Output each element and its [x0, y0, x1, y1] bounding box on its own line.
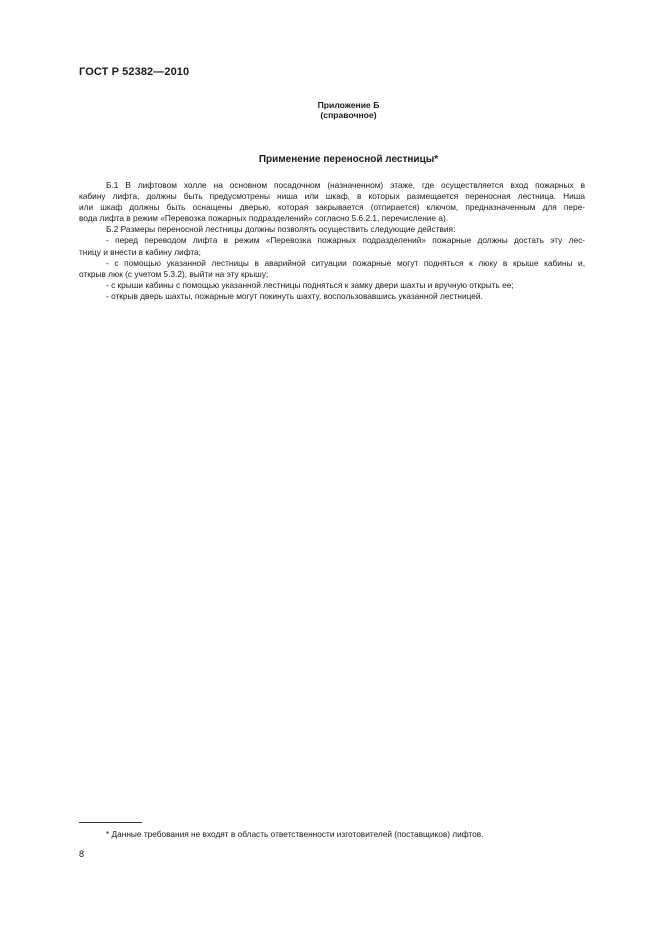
paragraph-line: Б.1 В лифтовом холле на основном посадочном (назначенном) этаже, где осуществляется вход пожарных в: [106, 180, 585, 190]
paragraph-line: Б.2 Размеры переносной лестницы должны позволять осуществить следующие действия:: [106, 224, 456, 235]
footnote-divider: [79, 822, 142, 823]
section-title: Применение переносной лестницы*: [258, 154, 439, 165]
list-item-line: - с помощью указанной лестницы в аварийной ситуации пожарные могут подняться к люку в крыше кабины и,: [106, 257, 585, 268]
annex-status: (справочное): [320, 110, 377, 120]
list-item-line: - с крыши кабины с помощью указанной лестницы подняться к замку двери шахты и вручную открыть ее;: [106, 279, 514, 290]
list-item-line: - открыв дверь шахты, пожарные могут покинуть шахту, воспользовавшись указанной лестницей.: [106, 290, 483, 301]
paragraph-line: вода лифта в режим «Перевозка пожарных подразделений» согласно 5.6.2.1, перечисление а).: [79, 213, 449, 224]
list-item-line: тницу и внести в кабину лифта;: [79, 246, 201, 257]
annex-label: Приложение Б: [317, 100, 380, 110]
annex-heading: [0, 100, 661, 120]
paragraph-line: или шкаф должны быть оснащены дверью, которая закрывается (отпирается) ключом, предназначенным для пере-: [79, 202, 585, 213]
body-text: [79, 180, 585, 302]
list-item-line: открыв люк (с учетом 5.3.2), выйти на эту крышу;: [79, 268, 269, 279]
standard-header: ГОСТ Р 52382—2010: [79, 66, 190, 78]
page-number: 8: [79, 849, 85, 859]
footnote: * Данные требования не входят в область ответственности изготовителей (поставщиков) лифтов.: [106, 829, 484, 839]
list-item-line: - перед переводом лифта в режим «Перевозка пожарных подразделений» пожарные должны достать эту лес-: [106, 235, 585, 246]
paragraph-line: кабину лифта, должны быть предусмотрены ниша или шкаф, в которых размещается переносная лестница. Ниша: [79, 191, 585, 202]
